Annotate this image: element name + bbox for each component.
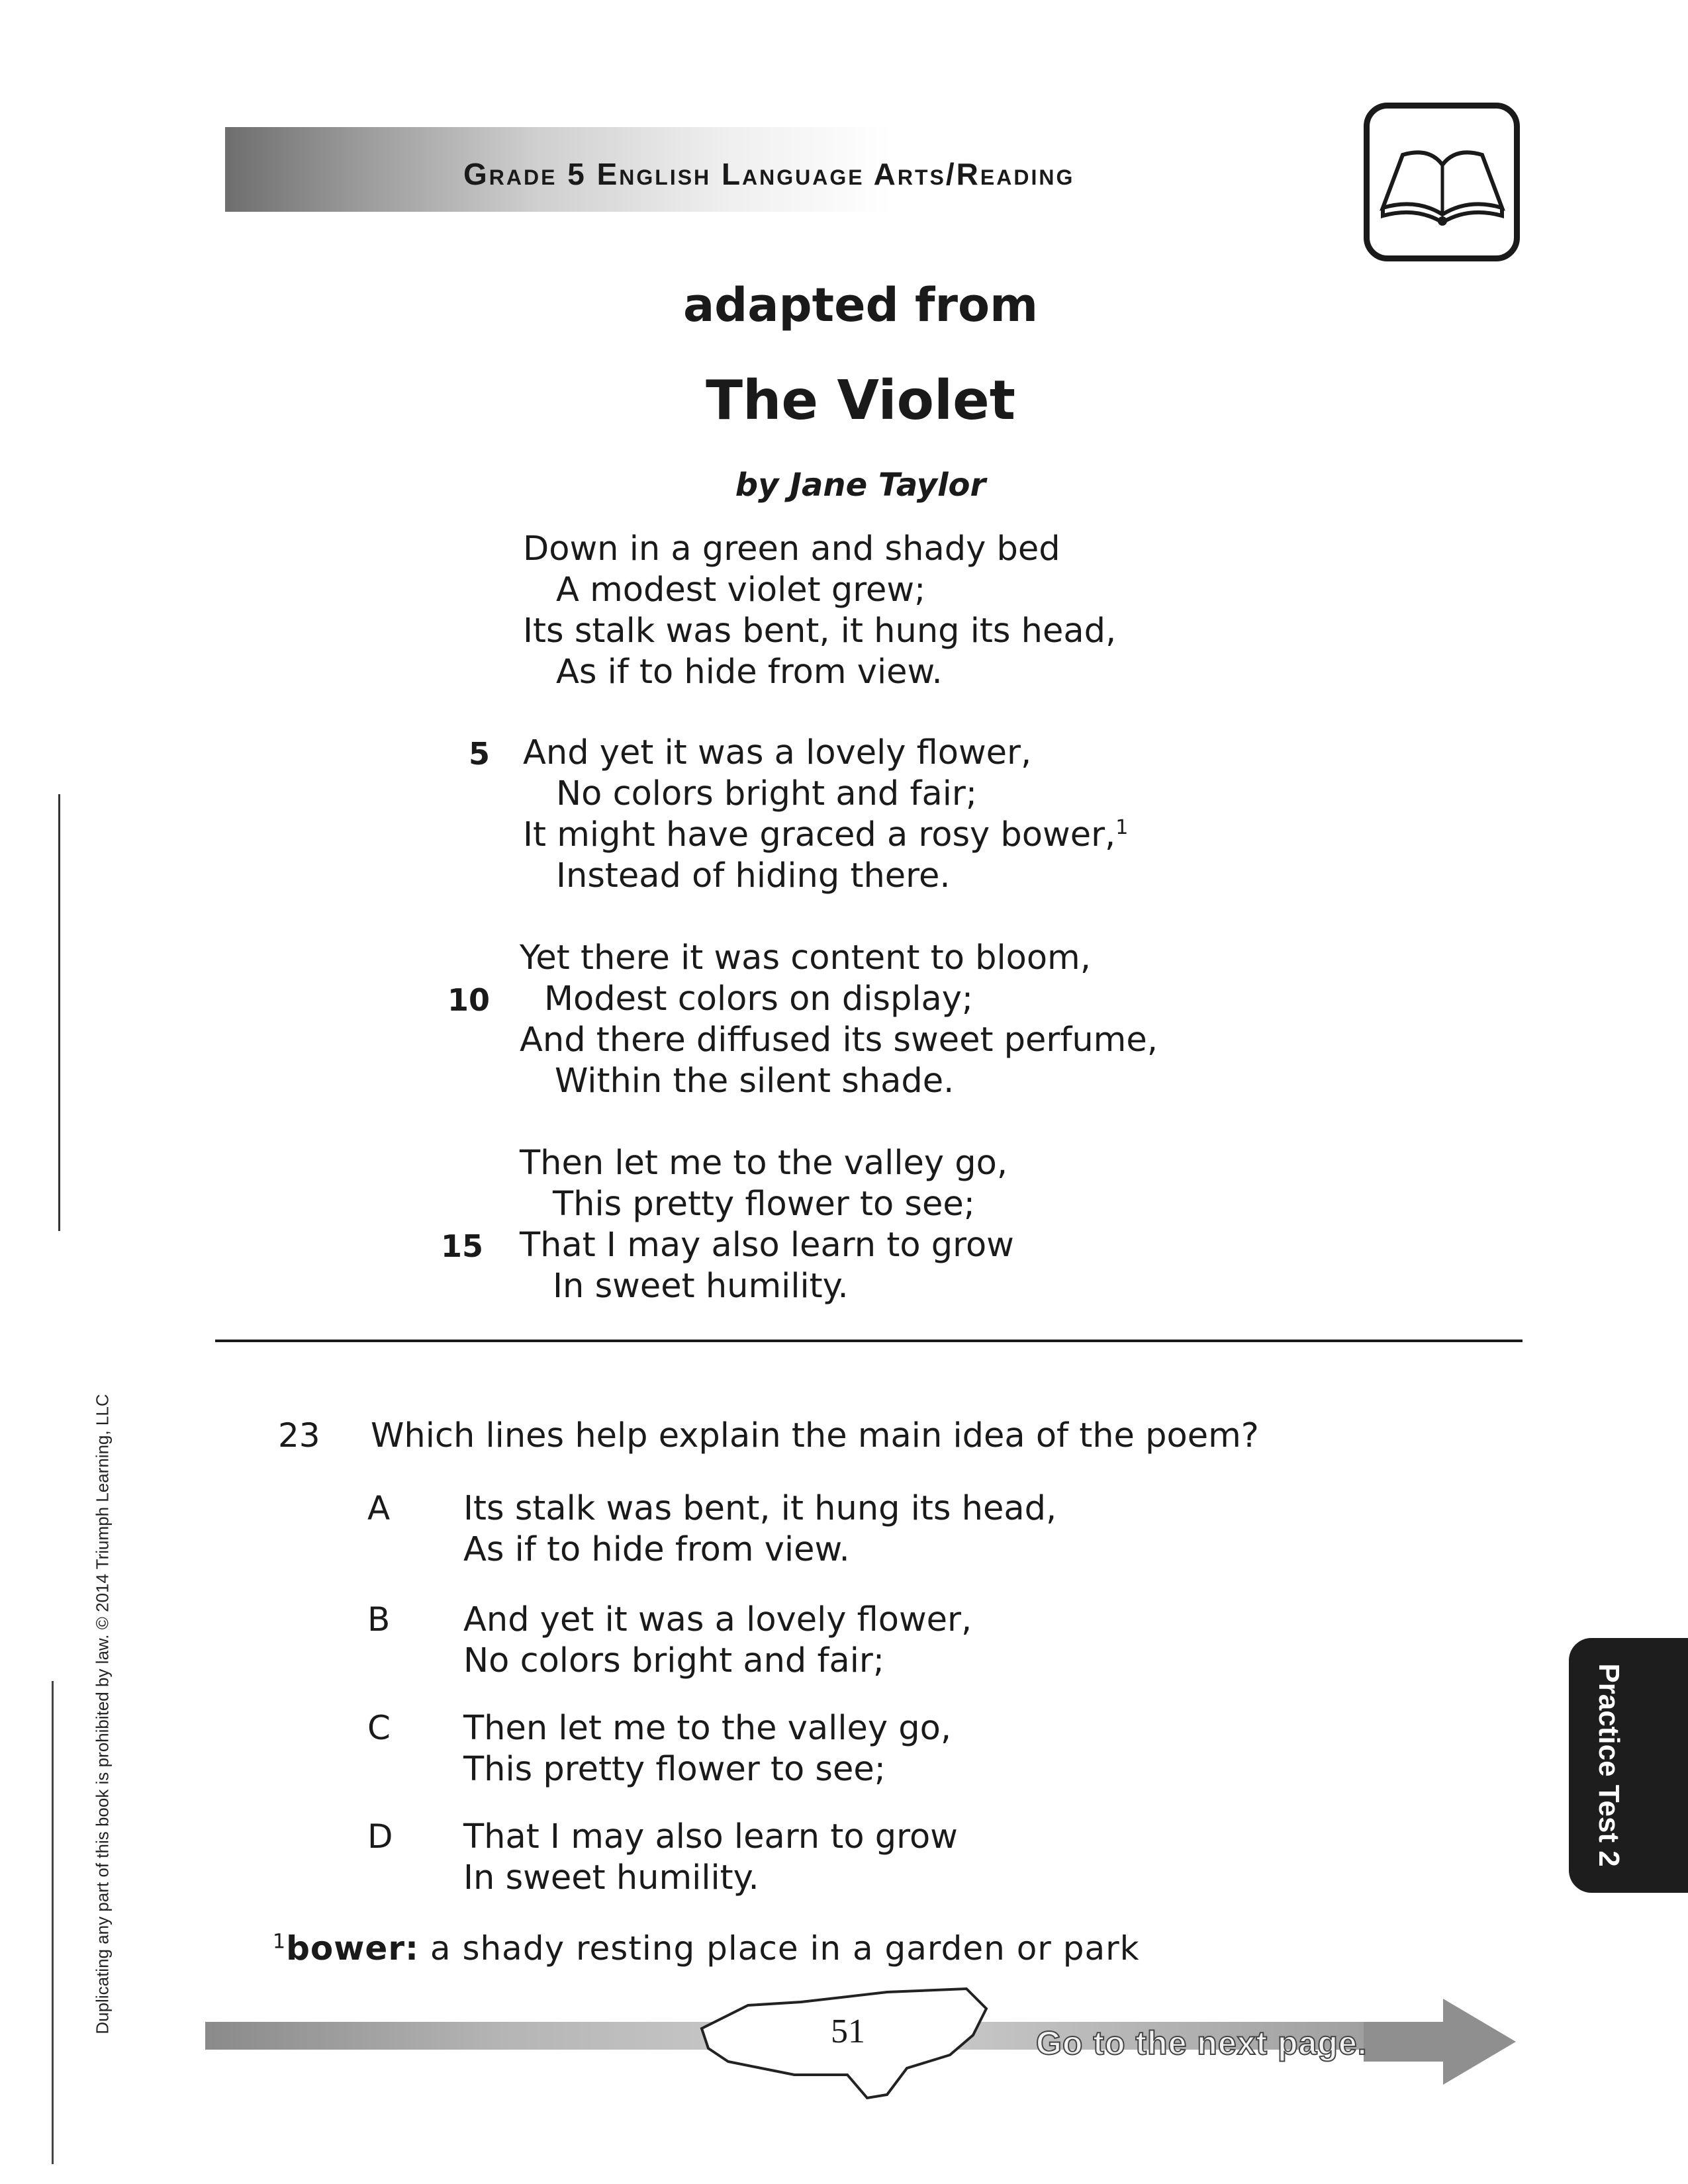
poem-line: In sweet humility. [553, 1267, 849, 1306]
poem-line: As if to hide from view. [556, 653, 943, 692]
poem-line: That I may also learn to grow [520, 1226, 1014, 1265]
poem-line: Its stalk was bent, it hung its head, [523, 612, 1117, 651]
poem-title: The Violet [706, 369, 1015, 432]
poem-line: This pretty flower to see; [553, 1185, 975, 1224]
footnote [273, 1929, 1140, 1968]
poem-line: No colors bright and fair; [556, 774, 978, 813]
option-a-letter[interactable]: A [367, 1489, 391, 1527]
footnote-marker: 1 [1115, 816, 1129, 839]
question-number: 23 [278, 1416, 320, 1455]
footnote-mark: 1 [273, 1930, 287, 1954]
poem-line: Instead of hiding there. [556, 856, 951, 895]
poem-line: Then let me to the valley go, [520, 1144, 1008, 1183]
poem-line: And yet it was a lovely flower, [523, 733, 1032, 772]
copyright-notice: Duplicating any part of this book is prohibited by law. © 2014 Triumph Learning, LLC [92, 1394, 113, 2034]
line-number: 15 [440, 1228, 483, 1264]
poem-line: Yet there it was content to bloom, [520, 938, 1091, 978]
scan-edge-line [52, 1681, 54, 2164]
adapted-from-label: adapted from [682, 278, 1039, 332]
option-b-letter[interactable]: B [367, 1600, 391, 1639]
line-number: 5 [468, 736, 490, 772]
poem-author: by Jane Taylor [735, 467, 986, 504]
open-book-icon [1364, 103, 1520, 261]
footnote-term: bower: [286, 1929, 419, 1968]
line-number: 10 [447, 982, 490, 1018]
option-a-line[interactable]: Its stalk was bent, it hung its head, [463, 1489, 1057, 1528]
option-d-line[interactable]: That I may also learn to grow [463, 1817, 958, 1856]
footnote-definition: a shady resting place in a garden or park [430, 1929, 1140, 1968]
question-text: Which lines help explain the main idea of the poem? [371, 1416, 1259, 1455]
option-c-line[interactable]: This pretty flower to see; [463, 1750, 886, 1789]
option-d-line[interactable]: In sweet humility. [463, 1858, 759, 1897]
option-d-letter[interactable]: D [367, 1817, 393, 1856]
arrow-right-icon [1364, 1999, 1516, 2085]
option-b-line[interactable]: And yet it was a lovely flower, [463, 1600, 972, 1639]
poem-line: A modest violet grew; [556, 570, 926, 610]
scan-edge-line [58, 794, 60, 1231]
page-number: 51 [831, 2013, 865, 2050]
option-c-line[interactable]: Then let me to the valley go, [463, 1709, 952, 1748]
option-c-letter[interactable]: C [367, 1709, 391, 1747]
poem-line [523, 815, 1128, 854]
practice-test-tab [1569, 1638, 1688, 1893]
practice-test-label: Practice Test 2 [1593, 1663, 1625, 1867]
header-title: Grade 5 English Language Arts/Reading [463, 157, 1075, 191]
poem-line: Down in a green and shady bed [523, 529, 1060, 569]
option-a-line[interactable]: As if to hide from view. [463, 1530, 850, 1569]
option-b-line[interactable]: No colors bright and fair; [463, 1641, 885, 1680]
next-page-label: Go to the next page. [1036, 2025, 1368, 2062]
poem-line-text: It might have graced a rosy bower, [523, 815, 1116, 854]
section-divider [215, 1340, 1523, 1342]
poem-line: And there diffused its sweet perfume, [520, 1021, 1158, 1060]
poem-line: Within the silent shade. [555, 1062, 955, 1101]
poem-line: Modest colors on display; [544, 979, 974, 1019]
